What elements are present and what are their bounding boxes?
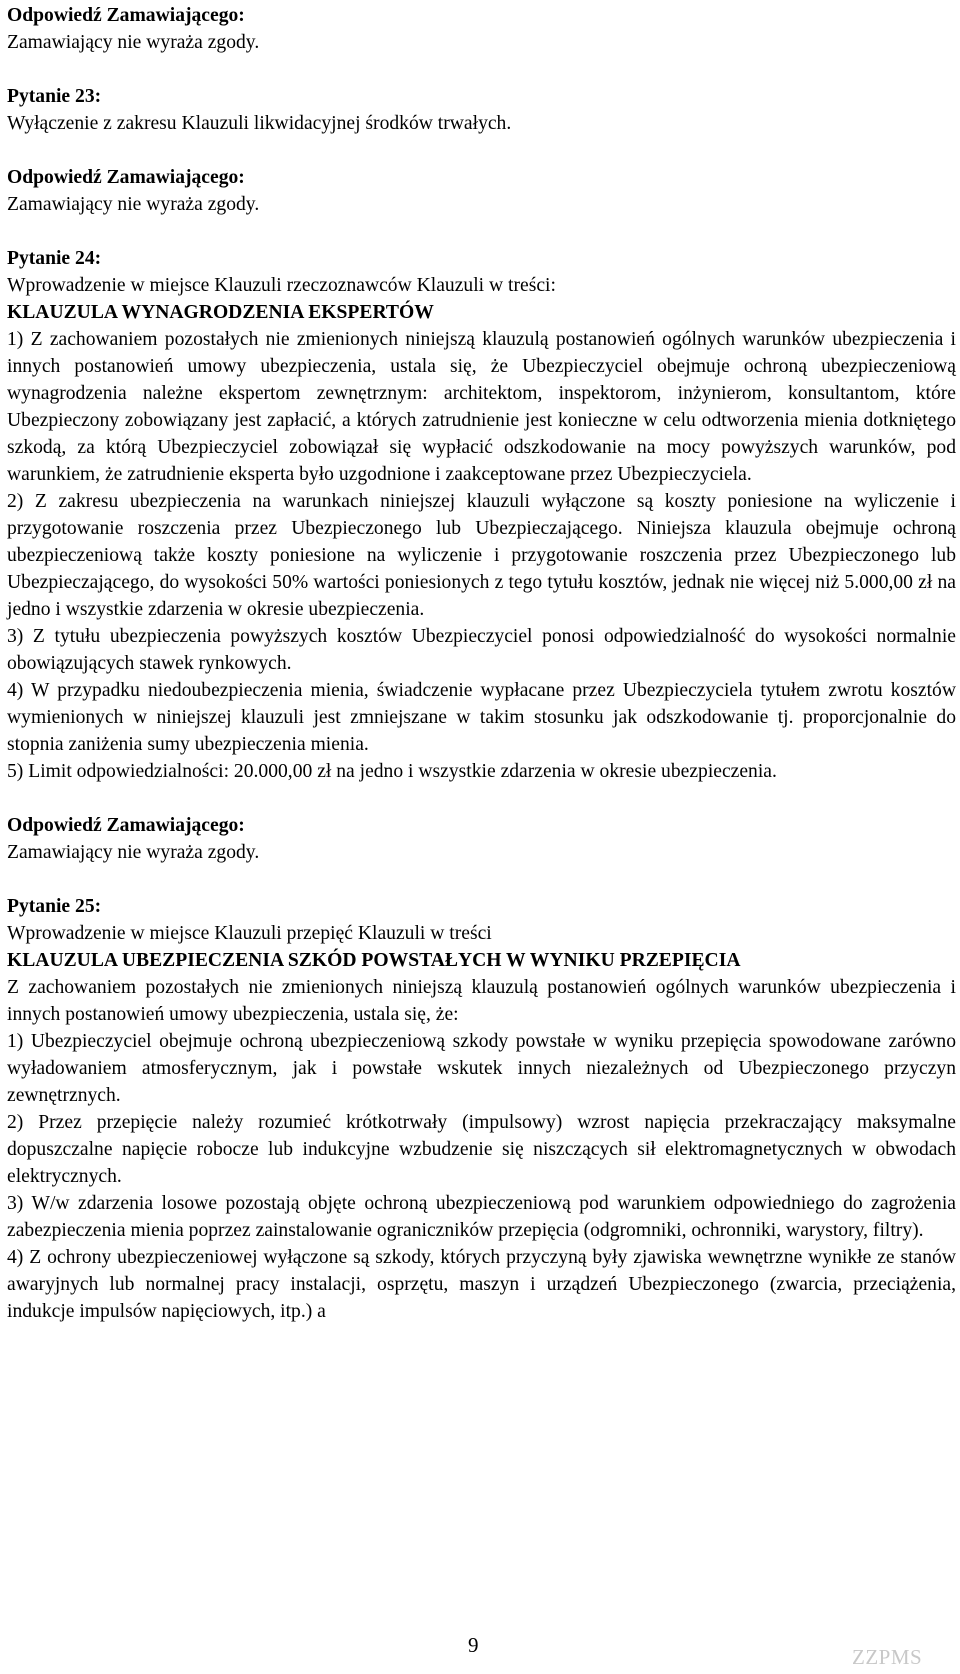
question-23-text: Wyłączenie z zakresu Klauzuli likwidacyjnej środków trwałych. bbox=[7, 113, 512, 134]
answer-text: Zamawiający nie wyraża zgody. bbox=[7, 194, 260, 215]
answer-block bbox=[7, 812, 956, 866]
question-25-intro: Wprowadzenie w miejsce Klauzuli przepięć Klauzuli w treści bbox=[7, 923, 492, 944]
question-24-heading: Pytanie 24: bbox=[7, 248, 102, 269]
question-23-block bbox=[7, 83, 956, 137]
question-24-intro: Wprowadzenie w miejsce Klauzuli rzeczoznawców Klauzuli w treści: bbox=[7, 275, 556, 296]
question-25-heading: Pytanie 25: bbox=[7, 896, 102, 917]
answer-heading: Odpowiedź Zamawiającego: bbox=[7, 167, 245, 188]
clause-paragraph: 4) Z ochrony ubezpieczeniowej wyłączone są szkody, których przyczyną były zjawiska wewnętrzne wynikłe ze stanów awaryjnych lub normalnej pracy instalacji, osprzętu, maszyn i urządzeń Ubezpieczonego (zwarcia, przeciążenia, indukcje impulsów napięciowych, itp.) a bbox=[7, 1247, 956, 1322]
answer-text: Zamawiający nie wyraża zgody. bbox=[7, 842, 260, 863]
answer-text: Zamawiający nie wyraża zgody. bbox=[7, 32, 260, 53]
clause-paragraph: 1) Ubezpieczyciel obejmuje ochroną ubezpieczeniową szkody powstałe w wyniku przepięcia spowodowane zarówno wyładowaniem atmosferycznym, jak i powstałe wskutek innych niezależnych od Ubezpieczonego przyczyn zewnętrznych. bbox=[7, 1031, 956, 1106]
clause-paragraph: 2) Z zakresu ubezpieczenia na warunkach niniejszej klauzuli wyłączone są koszty poniesione na wyliczenie i przygotowanie roszczenia przez Ubezpieczonego lub Ubezpieczającego. Niniejsza klauzula obejmuje ochroną ubezpieczeniową także koszty poniesione na wyliczenie i przygotowanie roszczenia przez Ubezpieczonego lub Ubezpieczającego, do wysokości 50% wartości poniesionych z tego tytułu kosztów, jednak nie więcej niż 5.000,00 zł na jedno i wszystkie zdarzenia w okresie ubezpieczenia. bbox=[7, 491, 956, 620]
clause-paragraph: 5) Limit odpowiedzialności: 20.000,00 zł na jedno i wszystkie zdarzenia w okresie ubezpieczenia. bbox=[7, 761, 777, 782]
answer-heading: Odpowiedź Zamawiającego: bbox=[7, 5, 245, 26]
answer-block bbox=[7, 164, 956, 218]
page-number: 9 bbox=[468, 1633, 479, 1657]
question-25-block bbox=[7, 893, 956, 1325]
question-23-heading: Pytanie 23: bbox=[7, 86, 102, 107]
clause-paragraph: 2) Przez przepięcie należy rozumieć krótkotrwały (impulsowy) wzrost napięcia przekraczający maksymalne dopuszczalne napięcie robocze lub indukcyjne wzbudzenie się niszczących sił elektromagnetycznych w obwodach elektrycznych. bbox=[7, 1112, 956, 1187]
question-24-block bbox=[7, 245, 956, 785]
answer-block bbox=[7, 2, 956, 56]
document-body bbox=[7, 2, 956, 1325]
clause-paragraph: 3) W/w zdarzenia losowe pozostają objęte ochroną ubezpieczeniową pod warunkiem odpowiedniego do zagrożenia zabezpieczenia mienia poprzez zainstalowanie ograniczników przepięcia (odgromniki, ochronniki, warystory, filtry). bbox=[7, 1193, 956, 1241]
clause-title: KLAUZULA WYNAGRODZENIA EKSPERTÓW bbox=[7, 302, 434, 323]
clause-title: KLAUZULA UBEZPIECZENIA SZKÓD POWSTAŁYCH W WYNIKU PRZEPIĘCIA bbox=[7, 950, 741, 971]
clause-paragraph: 1) Z zachowaniem pozostałych nie zmienionych niniejszą klauzulą postanowień ogólnych warunków ubezpieczenia i innych postanowień umowy ubezpieczenia, ustala się, że Ubezpieczyciel obejmuje ochroną ubezpieczeniową wynagrodzenia należne ekspertom zewnętrznym: architektom, inspektorom, inżynierom, konsultantom, które Ubezpieczony zobowiązany jest zapłacić, a których zatrudnienie jest konieczne w celu odtworzenia mienia dotkniętego szkodą, za którą Ubezpieczyciel zobowiązał się wypłacić odszkodowanie na mocy powyższych warunków, pod warunkiem, że zatrudnienie eksperta było uzgodnione i zaakceptowane przez Ubezpieczyciela. bbox=[7, 329, 956, 485]
footer-watermark: ZZPMS bbox=[852, 1645, 923, 1669]
answer-heading: Odpowiedź Zamawiającego: bbox=[7, 815, 245, 836]
clause-paragraph: Z zachowaniem pozostałych nie zmienionych niniejszą klauzulą postanowień ogólnych warunków ubezpieczenia i innych postanowień umowy ubezpieczenia, ustala się, że: bbox=[7, 977, 956, 1025]
clause-paragraph: 4) W przypadku niedoubezpieczenia mienia, świadczenie wypłacane przez Ubezpieczyciela tytułem zwrotu kosztów wymienionych w niniejszej klauzuli jest zmniejszane w takim stosunku jak odszkodowanie tj. proporcjonalnie do stopnia zaniżenia sumy ubezpieczenia mienia. bbox=[7, 680, 956, 755]
clause-paragraph: 3) Z tytułu ubezpieczenia powyższych kosztów Ubezpieczyciel ponosi odpowiedzialność do wysokości normalnie obowiązujących stawek rynkowych. bbox=[7, 626, 956, 674]
